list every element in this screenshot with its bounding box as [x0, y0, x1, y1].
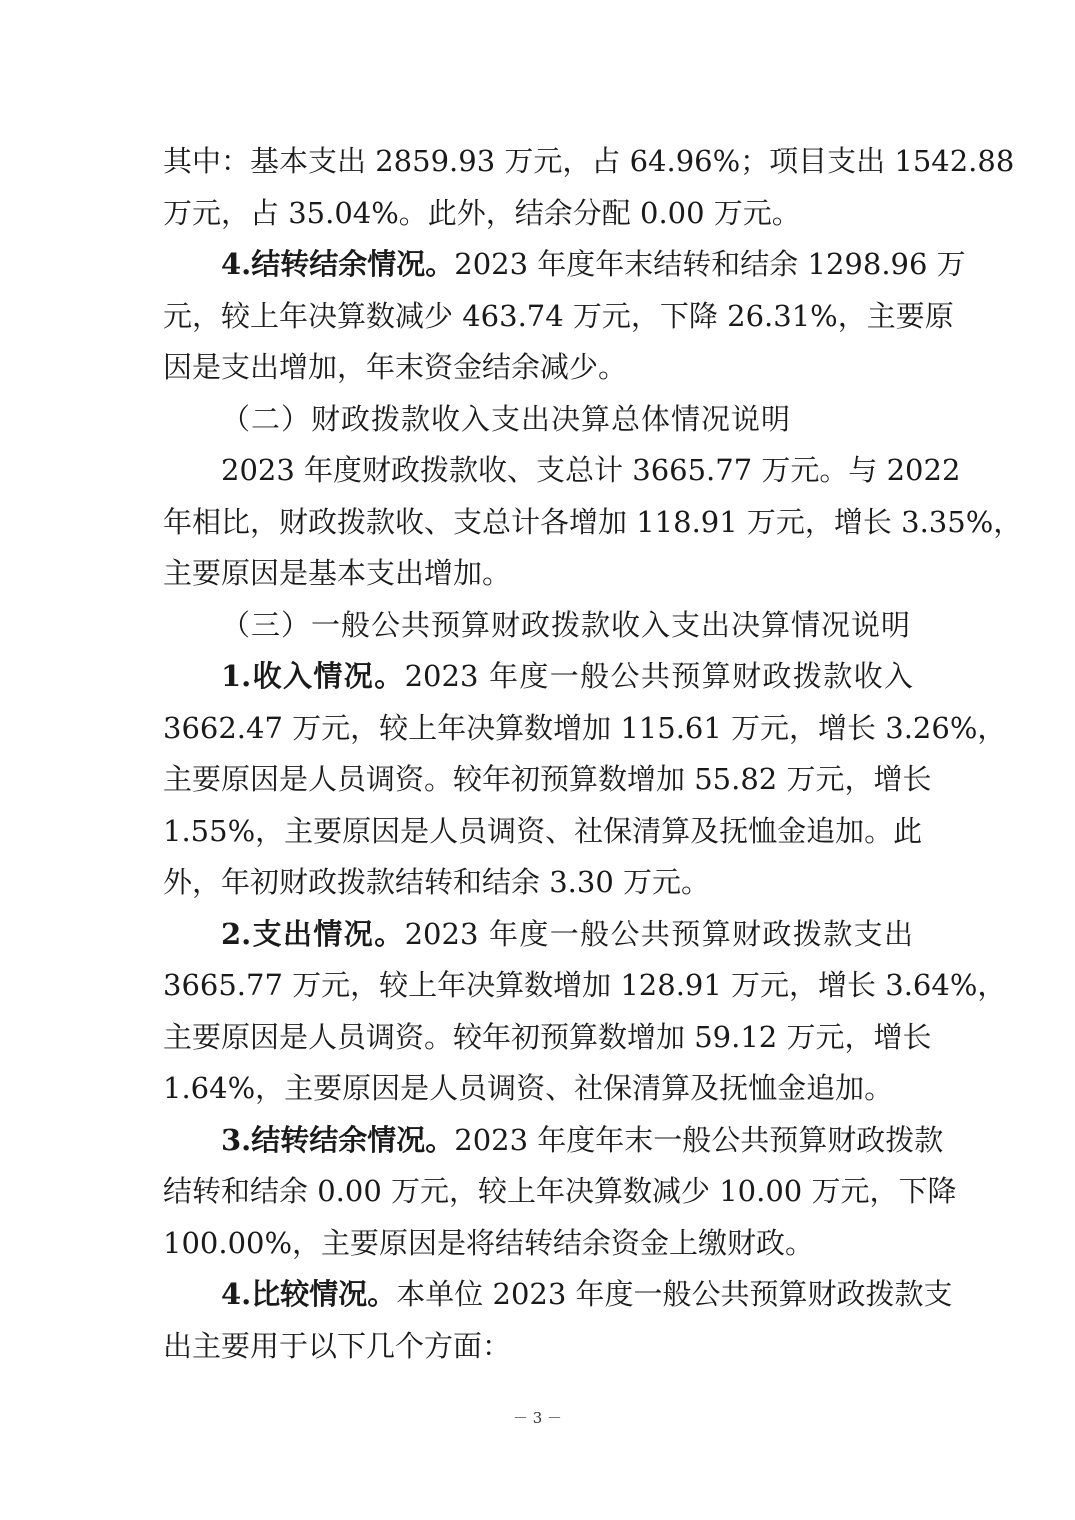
subsection-paragraph: 3.结转结余情况。2023 年度年末一般公共预算财政拨款	[221, 1122, 944, 1157]
text-line: 主要原因是人员调资。较年初预算数增加 55.82 万元，增长	[163, 762, 932, 796]
text-line: 元，较上年决算数减少 463.74 万元，下降 26.31%，主要原	[163, 298, 954, 333]
subsection-title: 2.支出情况。	[221, 916, 405, 951]
text-line: 主要原因是人员调资。较年初预算数增加 59.12 万元，增长	[163, 1019, 932, 1054]
document-body	[163, 136, 1023, 1372]
subsection-title: 4.比较情况。	[221, 1277, 397, 1311]
subsection-title: 3.结转结余情况。	[221, 1122, 455, 1157]
text-line: 3662.47 万元，较上年决算数增加 115.61 万元，增长 3.26%，	[163, 710, 1007, 745]
section-heading: （二）财政拨款收入支出决算总体情况说明	[221, 401, 792, 436]
page-number: － 3 －	[512, 1409, 563, 1427]
subsection-paragraph: 4.比较情况。本单位 2023 年度一般公共预算财政拨款支	[221, 1277, 953, 1311]
text-line: 出主要用于以下几个方面：	[163, 1328, 512, 1363]
text-line: 100.00%，主要原因是将结转结余资金上缴财政。	[163, 1225, 815, 1260]
text-line: 其中：基本支出 2859.93 万元，占 64.96%；项目支出 1542.88	[163, 144, 1015, 178]
section-heading: （三）一般公共预算财政拨款收入支出决算情况说明	[221, 607, 912, 642]
subsection-paragraph: 1.收入情况。2023 年度一般公共预算财政拨款收入	[221, 659, 913, 693]
text-line: 2023 年度财政拨款收、支总计 3665.77 万元。与 2022	[221, 453, 961, 487]
text-line: 年相比，财政拨款收、支总计各增加 118.91 万元，增长 3.35%，	[163, 504, 1023, 539]
text-line: 因是支出增加，年末资金结余减少。	[163, 350, 628, 384]
subsection-title: 4.结转结余情况。	[221, 247, 455, 281]
text-line: 1.55%，主要原因是人员调资、社保清算及抚恤金追加。此	[163, 813, 923, 848]
subsection-paragraph: 2.支出情况。2023 年度一般公共预算财政拨款支出	[221, 916, 913, 951]
text-line: 万元，占 35.04%。此外，结余分配 0.00 万元。	[163, 195, 801, 230]
text-line: 主要原因是基本支出增加。	[163, 556, 512, 590]
text-line: 外，年初财政拨款结转和结余 3.30 万元。	[163, 865, 711, 899]
text-line: 1.64%，主要原因是人员调资、社保清算及抚恤金追加。	[163, 1071, 894, 1105]
subsection-title: 1.收入情况。	[221, 659, 405, 693]
subsection-paragraph: 4.结转结余情况。2023 年度年末结转和结余 1298.96 万	[221, 247, 966, 281]
text-line: 3665.77 万元，较上年决算数增加 128.91 万元，增长 3.64%，	[163, 968, 1007, 1002]
text-line: 结转和结余 0.00 万元，较上年决算数减少 10.00 万元，下降	[163, 1174, 957, 1208]
